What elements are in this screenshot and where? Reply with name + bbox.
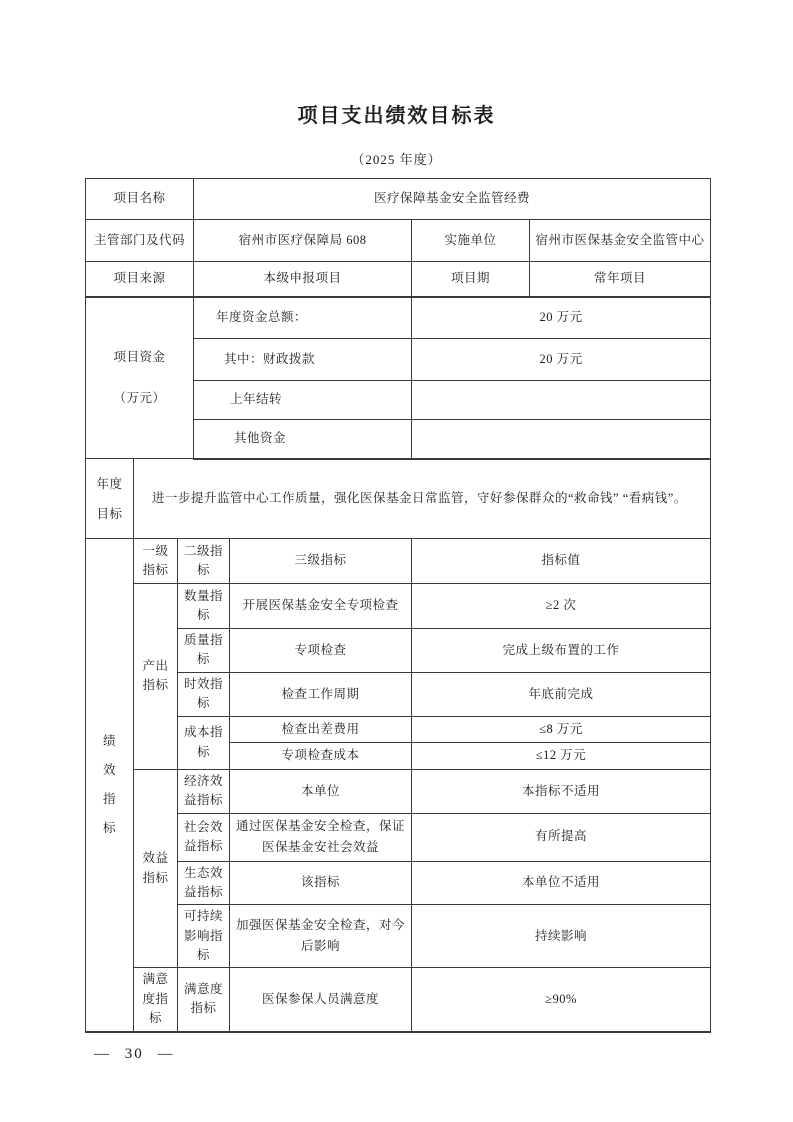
funding-row-value: 20 万元 <box>412 297 711 339</box>
funding-row-value <box>412 381 711 420</box>
source-value: 本级申报项目 <box>194 262 412 297</box>
performance-target-table <box>85 178 711 1033</box>
funding-label-line1: 项目资金 <box>113 349 166 364</box>
dept-value: 宿州市医疗保障局 608 <box>194 220 412 262</box>
funding-label <box>86 297 194 459</box>
period-value: 常年项目 <box>530 262 711 297</box>
indicator-value: 本指标不适用 <box>412 769 711 813</box>
level3-indicator: 该指标 <box>230 861 412 905</box>
funding-row-value <box>412 420 711 459</box>
project-name-label: 项目名称 <box>86 179 194 220</box>
level3-indicator: 本单位 <box>230 769 412 813</box>
table-row <box>86 861 711 905</box>
header-level3: 三级指标 <box>230 539 412 584</box>
indicator-value: ≥2 次 <box>412 584 711 629</box>
level2-indicator: 成本指标 <box>178 716 230 769</box>
level3-indicator: 专项检查成本 <box>230 742 412 769</box>
impl-unit-value: 宿州市医保基金安全监管中心 <box>530 220 711 262</box>
page-number: — 30 — <box>94 1046 175 1062</box>
annual-goal-text: 进一步提升监管中心工作质量，强化医保基金日常监管，守好参保群众的“救命钱” “看病钱”。 <box>134 459 711 539</box>
level3-indicator: 检查出差费用 <box>230 716 412 742</box>
page-title: 项目支出绩效目标表 <box>297 105 496 127</box>
level2-indicator: 可持续影响指标 <box>178 905 230 968</box>
funding-label-stack <box>90 347 189 410</box>
indicator-value: 持续影响 <box>412 905 711 968</box>
level3-indicator: 专项检查 <box>230 629 412 673</box>
project-name-value: 医疗保障基金安全监管经费 <box>194 179 711 220</box>
table-row <box>86 769 711 813</box>
header-value: 指标值 <box>412 539 711 584</box>
funding-row-name: 年度资金总额： <box>194 297 412 339</box>
level3-indicator: 加强医保基金安全检查，对今后影响 <box>230 905 412 968</box>
indicator-value: ≥90% <box>412 968 711 1032</box>
indicator-value: 有所提高 <box>412 813 711 861</box>
level1-output: 产出指标 <box>134 584 178 770</box>
header-level1: 一级指标 <box>134 539 178 584</box>
table-row <box>86 672 711 716</box>
level3-indicator: 检查工作周期 <box>230 672 412 716</box>
table-row <box>86 813 711 861</box>
level2-indicator: 满意度指标 <box>178 968 230 1032</box>
level3-indicator: 开展医保基金安全专项检查 <box>230 584 412 629</box>
level2-indicator: 质量指标 <box>178 629 230 673</box>
page-subtitle: （2025 年度） <box>351 152 442 167</box>
indicator-value: 年底前完成 <box>412 672 711 716</box>
indicator-value: 完成上级布置的工作 <box>412 629 711 673</box>
level1-benefit: 效益指标 <box>134 769 178 968</box>
source-label: 项目来源 <box>86 262 194 297</box>
table-row <box>86 584 711 629</box>
annual-goal-label <box>86 459 134 539</box>
level3-indicator: 通过医保基金安全检查，保证医保基金安社会效益 <box>230 813 412 861</box>
table-row <box>86 220 711 262</box>
level1-satisfaction: 满意度指标 <box>134 968 178 1032</box>
table-row <box>86 262 711 297</box>
level2-indicator: 时效指标 <box>178 672 230 716</box>
level2-indicator: 社会效益指标 <box>178 813 230 861</box>
level3-indicator: 医保参保人员满意度 <box>230 968 412 1032</box>
table-row <box>86 297 711 339</box>
level2-indicator: 经济效益指标 <box>178 769 230 813</box>
dept-label: 主管部门及代码 <box>86 220 194 262</box>
table-row <box>86 716 711 742</box>
table-row <box>86 629 711 673</box>
table-row <box>86 459 711 539</box>
annual-goal-label-text: 年度目标 <box>96 476 123 521</box>
funding-row-name: 其他资金 <box>194 420 412 459</box>
indicator-value: ≤8 万元 <box>412 716 711 742</box>
performance-section-label-text: 绩效指标 <box>102 734 116 835</box>
table-row <box>86 539 711 584</box>
funding-row-name: 上年结转 <box>194 381 412 420</box>
table-row <box>86 179 711 220</box>
performance-section-label <box>86 539 134 1032</box>
indicator-value: 本单位不适用 <box>412 861 711 905</box>
header-level2: 二级指标 <box>178 539 230 584</box>
funding-row-value: 20 万元 <box>412 339 711 381</box>
period-label: 项目期 <box>412 262 530 297</box>
level2-indicator: 生态效益指标 <box>178 861 230 905</box>
table-row <box>86 968 711 1032</box>
funding-label-line2: （万元） <box>113 390 166 405</box>
impl-unit-label: 实施单位 <box>412 220 530 262</box>
table-row <box>86 905 711 968</box>
indicator-value: ≤12 万元 <box>412 742 711 769</box>
level2-indicator: 数量指标 <box>178 584 230 629</box>
funding-row-name: 其中：财政拨款 <box>194 339 412 381</box>
